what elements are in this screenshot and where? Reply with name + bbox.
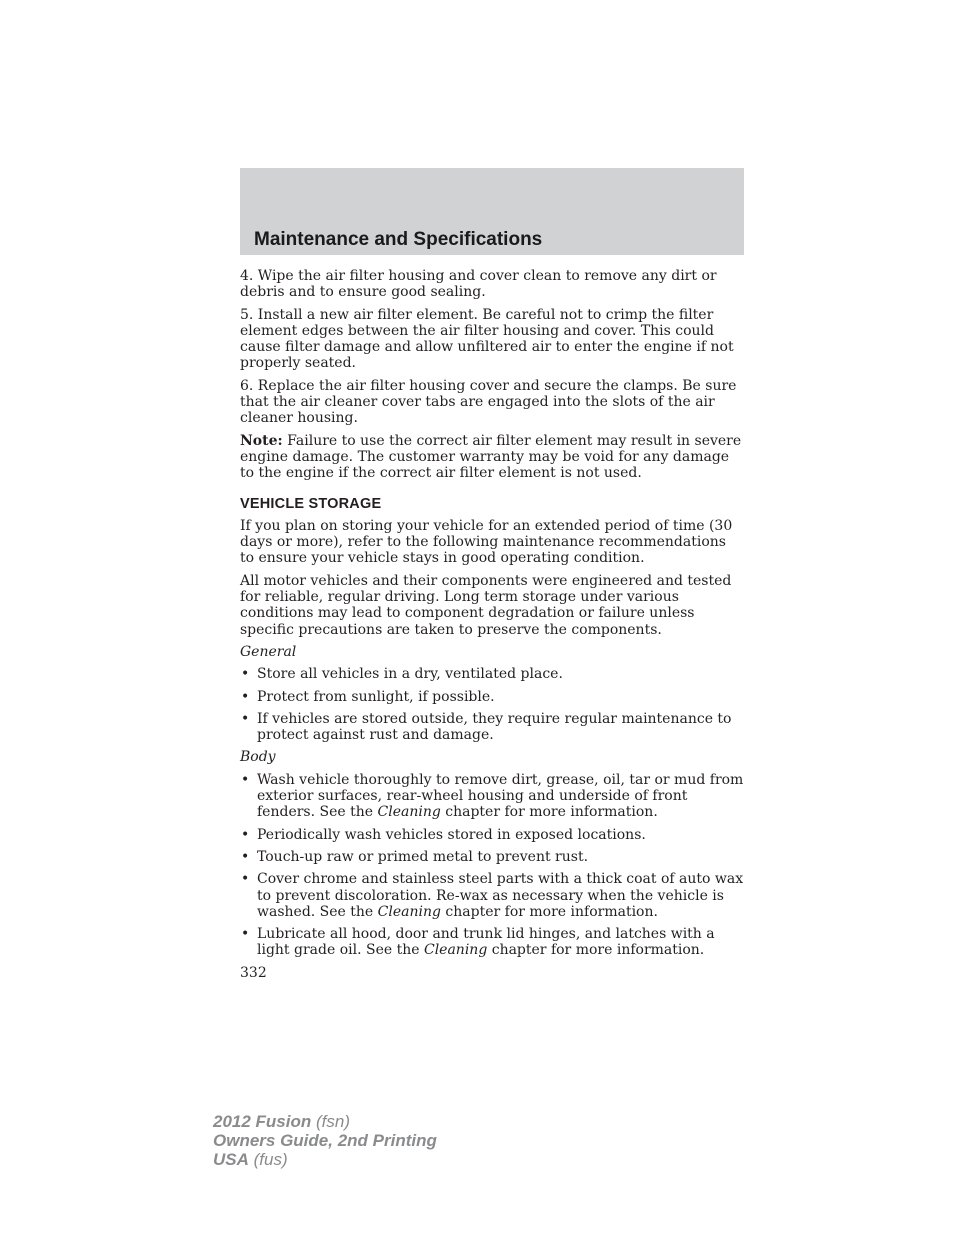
note-label: Note: <box>240 432 283 449</box>
footer-line-1 <box>213 1112 437 1131</box>
page-content <box>240 268 744 981</box>
list-item-text: If vehicles are stored outside, they require regular maintenance to protect against rust and damage. <box>257 710 732 744</box>
bullet-icon: • <box>241 926 250 943</box>
footer <box>213 1112 437 1169</box>
list-item-text-tail: chapter for more information. <box>487 942 705 959</box>
general-list <box>240 666 744 743</box>
bullet-icon: • <box>241 848 250 865</box>
list-item <box>240 849 744 865</box>
list-item-text: Touch-up raw or primed metal to prevent rust. <box>257 848 589 865</box>
list-item <box>240 666 744 682</box>
footer-line-3 <box>213 1150 437 1169</box>
general-subheading: General <box>240 643 297 660</box>
body-list <box>240 772 744 959</box>
list-item-text: Lubricate all hood, door and trunk lid hinges, and latches with a light grade oil. See the <box>257 926 715 959</box>
footer-model-code: (fsn) <box>311 1112 350 1131</box>
step-5: 5. Install a new air filter element. Be careful not to crimp the filter element edges between the air filter housing and cover. This could cause filter damage and allow unfiltered air to enter the engine if not properly seated. <box>240 306 734 372</box>
bullet-icon: • <box>241 710 250 727</box>
section-title: Maintenance and Specifications <box>254 229 543 250</box>
list-item <box>240 827 744 843</box>
list-item <box>240 926 744 959</box>
bullet-icon: • <box>241 771 250 788</box>
list-item-text-tail: chapter for more information. <box>440 804 658 821</box>
list-item-text: Wash vehicle thoroughly to remove dirt, grease, oil, tar or mud from exterior surfaces, rear-wheel housing and underside of front fenders. See the <box>257 771 744 821</box>
page-number: 332 <box>240 964 267 981</box>
list-item <box>240 772 744 821</box>
footer-guide: Owners Guide, 2nd Printing <box>213 1131 437 1150</box>
footer-region-code: (fus) <box>248 1150 288 1169</box>
cleaning-reference: Cleaning <box>423 942 488 959</box>
cleaning-reference: Cleaning <box>377 903 441 920</box>
bullet-icon: • <box>241 871 250 888</box>
list-item <box>240 711 744 744</box>
step-4: 4. Wipe the air filter housing and cover clean to remove any dirt or debris and to ensure good sealing. <box>240 268 717 301</box>
footer-region: USA <box>213 1150 249 1169</box>
list-item-text: Cover chrome and stainless steel parts with a thick coat of auto wax to prevent discoloration. Re-wax as necessary when the vehicle is washed. See the <box>257 871 744 920</box>
step-6: 6. Replace the air filter housing cover and secure the clamps. Be sure that the air cleaner cover tabs are engaged into the slots of the air cleaner housing. <box>240 377 737 427</box>
footer-line-2 <box>213 1131 437 1150</box>
bullet-icon: • <box>241 666 250 683</box>
bullet-icon: • <box>241 826 250 843</box>
footer-model: 2012 Fusion <box>213 1112 312 1131</box>
storage-intro-1: If you plan on storing your vehicle for an extended period of time (30 days or more), refer to the following maintenance recommendations to ensure your vehicle stays in good operating condition. <box>240 517 733 567</box>
bullet-icon: • <box>241 688 250 705</box>
section-header-band <box>240 168 744 255</box>
note-paragraph <box>240 433 744 482</box>
list-item-text: Protect from sunlight, if possible. <box>257 688 495 705</box>
list-item <box>240 871 744 920</box>
list-item-text: Store all vehicles in a dry, ventilated place. <box>257 666 563 683</box>
list-item-text-tail: chapter for more information. <box>440 903 658 920</box>
vehicle-storage-heading: VEHICLE STORAGE <box>240 495 382 512</box>
list-item <box>240 689 744 705</box>
storage-intro-2: All motor vehicles and their components were engineered and tested for reliable, regular driving. Long term storage under various conditions may lead to component degradation or failure unless specific precautions are taken to preserve the components. <box>240 572 732 638</box>
body-subheading: Body <box>240 749 276 766</box>
note-text: Failure to use the correct air filter element may result in severe engine damage. The customer warranty may be void for any damage to the engine if the correct air filter element is not used. <box>240 432 742 482</box>
cleaning-reference: Cleaning <box>377 804 441 821</box>
list-item-text: Periodically wash vehicles stored in exposed locations. <box>257 826 646 843</box>
